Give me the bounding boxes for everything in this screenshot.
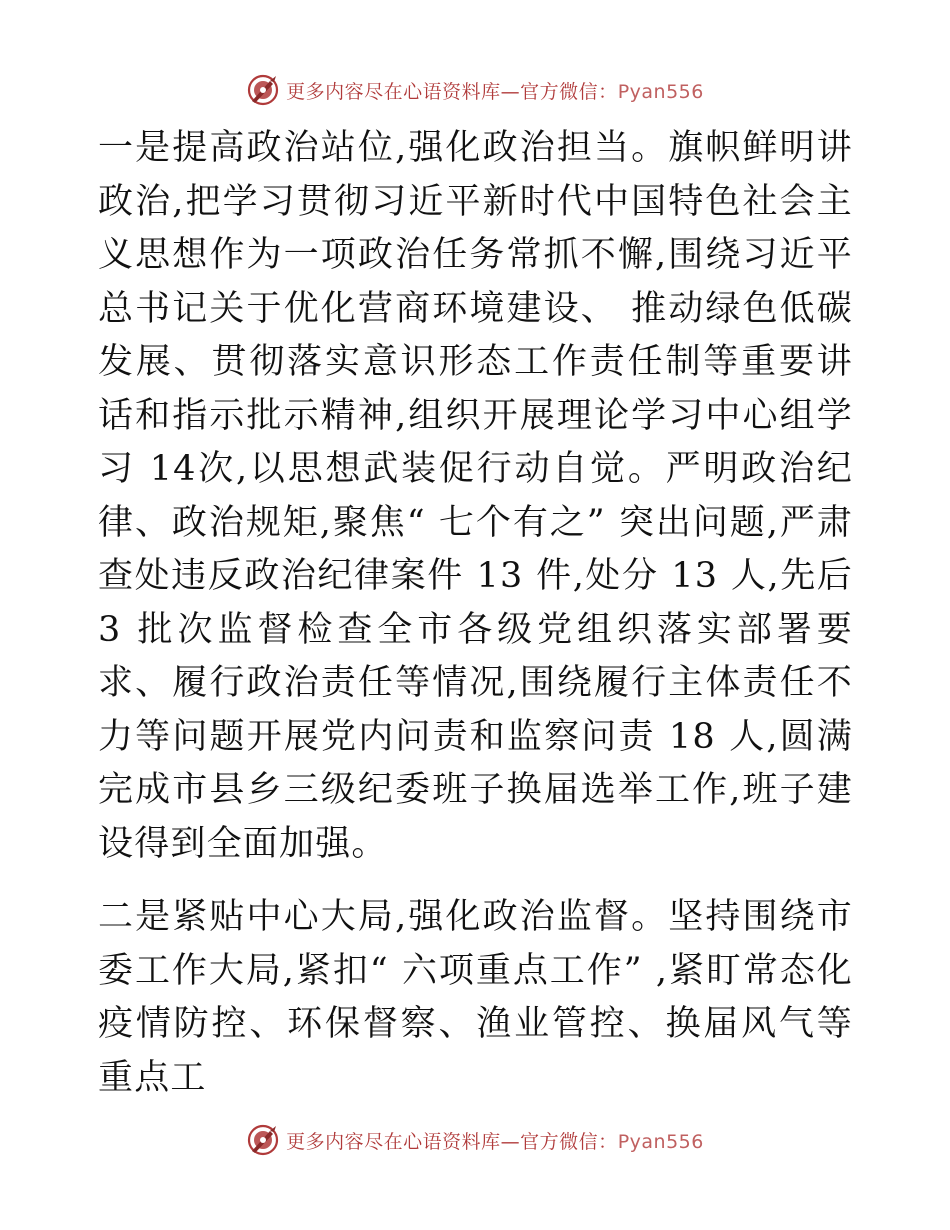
- watermark-main-text: 更多内容尽在心语资料库: [286, 80, 501, 103]
- paragraph-1: 一是提高政治站位,强化政治担当。旗帜鲜明讲政治,把学习贯彻习近平新时代中国特色社会主义思想作为一项政治任务常抓不懈,围绕习近平总书记关于优化营商环境建设、 推动绿色低碳发展、贯彻落实意识形态工作责任制等重要讲话和指示批示精神,组织开展理论学习中心组学习 14次,以思想武装促行动自觉。严明政治纪律、政治规矩,聚焦“ 七个有之” 突出问题,严肃查处违反政治纪律案件 13 件,处分 13 人,先后 3 批次监督检查全市各级党组织落实部署要求、履行政治责任等情况,围绕履行主体责任不力等问题开展党内问责和监察问责 18 人,圆满完成市县乡三级纪委班子换届选举工作,班子建设得到全面加强。: [98, 128, 853, 864]
- quill-seal-icon: [246, 1123, 280, 1157]
- watermark-main-text: 更多内容尽在心语资料库: [286, 1130, 501, 1153]
- watermark-wechat-id: Pyan556: [617, 1130, 704, 1153]
- paragraph-2: 二是紧贴中心大局,强化政治监督。坚持围绕市委工作大局,紧扣“ 六项重点工作” ,紧盯常态化疫情防控、环保督察、渔业管控、换届风气等重点工: [98, 897, 853, 1098]
- header-watermark: [0, 70, 950, 110]
- watermark-separator: —: [500, 1130, 521, 1153]
- watermark-wechat-label: 官方微信：: [520, 80, 618, 103]
- watermark-wechat-label: 官方微信：: [520, 1130, 618, 1153]
- footer-watermark: [0, 1120, 950, 1160]
- quill-seal-icon: [246, 73, 280, 107]
- document-body: [98, 122, 853, 1105]
- watermark-separator: —: [500, 80, 521, 103]
- watermark-wechat-id: Pyan556: [617, 80, 704, 103]
